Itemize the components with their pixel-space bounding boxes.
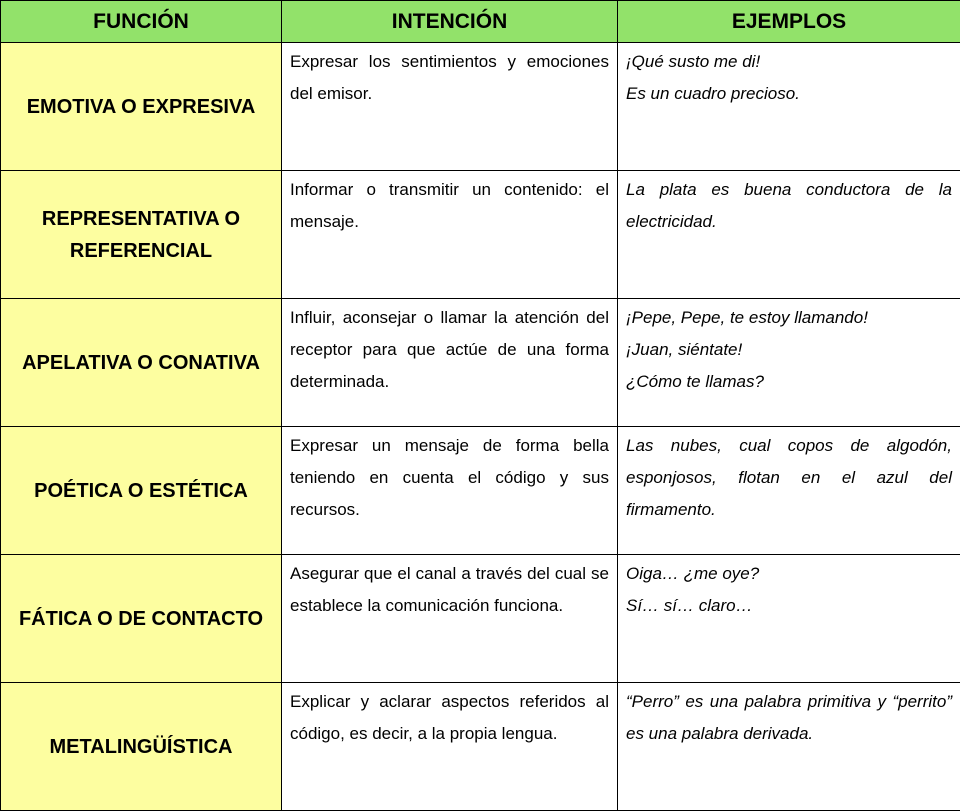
funcion-cell: EMOTIVA O EXPRESIVA — [1, 43, 282, 171]
funcion-cell: METALINGÜÍSTICA — [1, 683, 282, 811]
example-line: ¡Juan, siéntate! — [626, 334, 952, 366]
funcion-cell: FÁTICA O DE CONTACTO — [1, 555, 282, 683]
funcion-cell: REPRESENTATIVA O REFERENCIAL — [1, 171, 282, 299]
intencion-cell: Explicar y aclarar aspectos referidos al código, es decir, a la propia lengua. — [282, 683, 618, 811]
table-row — [1, 427, 960, 555]
intencion-cell: Asegurar que el canal a través del cual se establece la comunicación funciona. — [282, 555, 618, 683]
header-ejemplos: EJEMPLOS — [618, 1, 960, 43]
intencion-cell: Informar o transmitir un contenido: el mensaje. — [282, 171, 618, 299]
header-row — [1, 1, 960, 43]
ejemplos-cell — [618, 299, 960, 427]
ejemplos-cell — [618, 43, 960, 171]
intencion-cell: Expresar un mensaje de forma bella teniendo en cuenta el código y sus recursos. — [282, 427, 618, 555]
funcion-cell: POÉTICA O ESTÉTICA — [1, 427, 282, 555]
example-line: “Perro” es una palabra primitiva y “perrito” es una palabra derivada. — [626, 686, 952, 750]
example-line: ¡Qué susto me di! — [626, 46, 952, 78]
table-row — [1, 43, 960, 171]
header-funcion: FUNCIÓN — [1, 1, 282, 43]
intencion-cell: Influir, aconsejar o llamar la atención del receptor para que actúe de una forma determinada. — [282, 299, 618, 427]
ejemplos-cell — [618, 427, 960, 555]
example-line: Es un cuadro precioso. — [626, 78, 952, 110]
example-line: La plata es buena conductora de la electricidad. — [626, 174, 952, 238]
table-row — [1, 683, 960, 811]
table-row — [1, 299, 960, 427]
ejemplos-cell — [618, 555, 960, 683]
funcion-cell: APELATIVA O CONATIVA — [1, 299, 282, 427]
intencion-cell: Expresar los sentimientos y emociones del emisor. — [282, 43, 618, 171]
example-line: Sí… sí… claro… — [626, 590, 952, 622]
example-line: Las nubes, cual copos de algodón, esponjosos, flotan en el azul del firmamento. — [626, 430, 952, 526]
example-line: ¡Pepe, Pepe, te estoy llamando! — [626, 302, 952, 334]
header-intencion: INTENCIÓN — [282, 1, 618, 43]
example-line: Oiga… ¿me oye? — [626, 558, 952, 590]
table-row — [1, 555, 960, 683]
example-line: ¿Cómo te llamas? — [626, 366, 952, 398]
ejemplos-cell — [618, 171, 960, 299]
table-row — [1, 171, 960, 299]
ejemplos-cell — [618, 683, 960, 811]
